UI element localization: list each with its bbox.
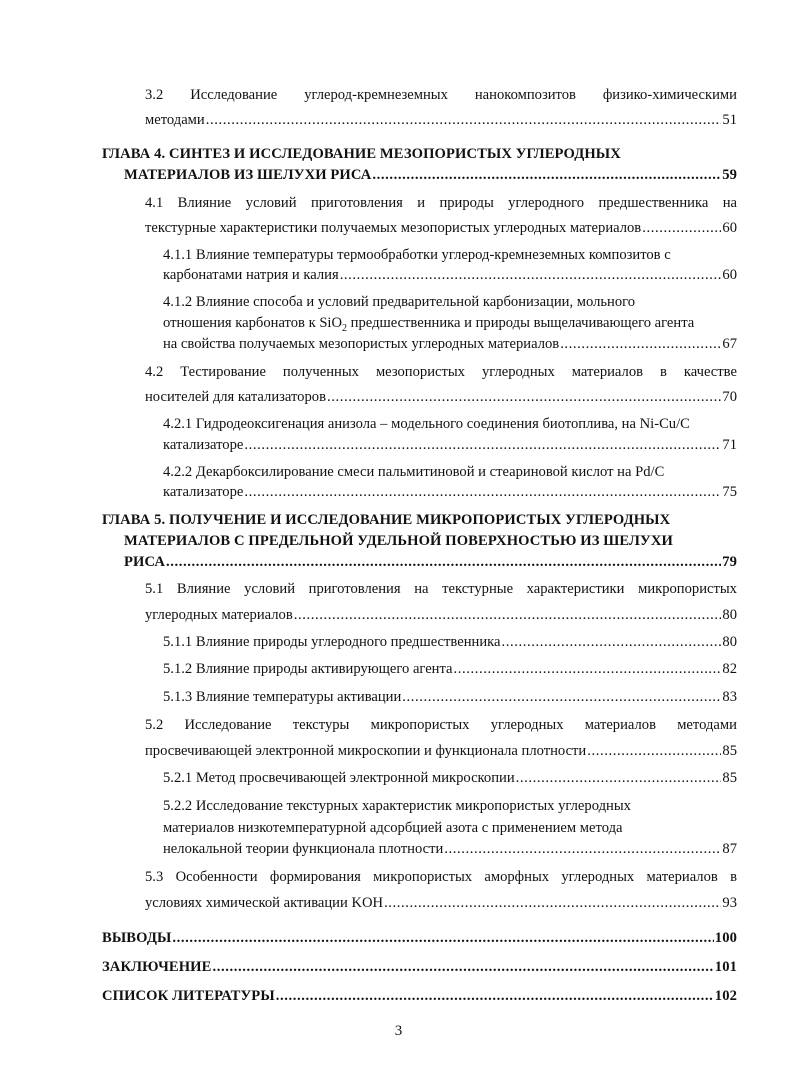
- toc-entry-title: просвечивающей электронной микроскопии и функционала плотности: [145, 743, 587, 759]
- toc-entry-3-2-line1: [145, 86, 737, 104]
- toc-page-number: 71: [722, 437, 737, 453]
- toc-entry-title: 5.2.1 Метод просвечивающей электронной микроскопии: [163, 770, 515, 786]
- word: аморфных: [484, 869, 550, 885]
- toc-entry-3-2-line2: [145, 111, 737, 129]
- dot-leader: [206, 111, 722, 129]
- toc-entry-title: носителей для катализаторов: [145, 389, 326, 405]
- toc-page-number: 82: [722, 661, 737, 677]
- dot-leader: [172, 929, 713, 947]
- dot-leader: [212, 958, 713, 976]
- toc-entry-4-2-1-line1: 4.2.1 Гидродеоксигенация анизола – модельного соединения биотоплива, на Ni-Cu/C: [163, 416, 690, 432]
- dot-leader: [244, 483, 721, 501]
- toc-entry-5-2-line2: [145, 742, 737, 760]
- dot-leader: [444, 840, 721, 858]
- word: Тестирование: [180, 364, 266, 380]
- toc-entry-4-2-1-line2: [163, 436, 737, 454]
- word: 3.2: [145, 87, 164, 103]
- text: предшественника и природы выщелачивающего агента: [347, 315, 695, 331]
- toc-entry-5-3-line2: [145, 894, 737, 912]
- toc-page-number: 80: [722, 607, 737, 623]
- toc-entry-title: углеродных материалов: [145, 607, 293, 623]
- word: углеродных: [481, 364, 555, 380]
- word: полученных: [282, 364, 359, 380]
- word: углеродных: [490, 717, 564, 733]
- word: Влияние: [177, 195, 232, 211]
- toc-entry-title: условиях химической активации KOH: [145, 895, 384, 911]
- toc-entry-5-1-line1: [145, 580, 737, 598]
- word: материалов: [571, 364, 644, 380]
- toc-entry-title: текстурные характеристики получаемых мезопористых углеродных материалов: [145, 220, 642, 236]
- toc-entry-title: ЗАКЛЮЧЕНИЕ: [102, 959, 212, 975]
- toc-entry-5-2-2-line3: [163, 840, 737, 858]
- word: условий: [245, 195, 297, 211]
- word: характеристики: [526, 581, 625, 597]
- word: углеродного: [508, 195, 585, 211]
- toc-entry-title: 5.1.3 Влияние температуры активации: [163, 689, 402, 705]
- word: качестве: [683, 364, 737, 380]
- subscript: 2: [342, 322, 348, 334]
- toc-entry-5-2-2-line1: 5.2.2 Исследование текстурных характеристик микропористых углеродных: [163, 798, 631, 814]
- word: приготовления: [308, 581, 401, 597]
- word: методами: [677, 717, 737, 733]
- dot-leader: [402, 688, 721, 706]
- toc-entry-conclusions: [102, 929, 737, 947]
- word: 5.2: [145, 717, 164, 733]
- word: 4.2: [145, 364, 164, 380]
- toc-page-number: 51: [722, 112, 737, 128]
- word: предшественника: [598, 195, 709, 211]
- toc-entry-4-2-2-line2: [163, 483, 737, 501]
- word: микропористых: [638, 581, 737, 597]
- toc-entry-4-1-1-line2: [163, 266, 737, 284]
- toc-page-number: 101: [714, 959, 737, 975]
- word: на: [722, 195, 737, 211]
- toc-entry-4-1-1-line1: 4.1.1 Влияние температуры термообработки углерод-кремнеземных композитов с: [163, 247, 671, 263]
- word: 5.3: [145, 869, 164, 885]
- toc-entry-title: на свойства получаемых мезопористых углеродных материалов: [163, 336, 560, 352]
- toc-entry-5-2-2-line2: материалов низкотемпературной адсорбцией азота с применением метода: [163, 820, 623, 836]
- word: микропористых: [370, 717, 470, 733]
- word: углеродных: [561, 869, 635, 885]
- word: в: [730, 869, 737, 885]
- word: текстуры: [292, 717, 350, 733]
- word: условий: [244, 581, 296, 597]
- word: текстурные: [442, 581, 514, 597]
- word: микропористых: [373, 869, 473, 885]
- toc-page-number: 85: [722, 770, 737, 786]
- toc-entry-title: карбонатами натрия и калия: [163, 267, 339, 283]
- dot-leader: [384, 894, 721, 912]
- toc-page-number: 100: [714, 930, 737, 946]
- toc-entry-4-2-line1: [145, 363, 737, 381]
- toc-entry-references: [102, 987, 737, 1005]
- dot-leader: [244, 436, 721, 454]
- toc-chapter-5-line2: МАТЕРИАЛОВ С ПРЕДЕЛЬНОЙ УДЕЛЬНОЙ ПОВЕРХНОСТЬЮ ИЗ ШЕЛУХИ: [124, 533, 673, 549]
- dot-leader: [516, 769, 722, 787]
- toc-chapter-5-line3: [124, 553, 737, 571]
- toc-entry-title: МАТЕРИАЛОВ ИЗ ШЕЛУХИ РИСА: [124, 167, 372, 183]
- toc-entry-4-1-2-line3: [163, 335, 737, 353]
- toc-entry-5-2-1: [163, 769, 737, 787]
- toc-entry-5-3-line1: [145, 868, 737, 886]
- toc-entry-4-2-line2: [145, 388, 737, 406]
- toc-page-number: 60: [722, 220, 737, 236]
- toc-entry-5-1-2: [163, 660, 737, 678]
- word: природы: [439, 195, 494, 211]
- toc-entry-title: РИСА: [124, 554, 166, 570]
- toc-entry-title: 5.1.2 Влияние природы активирующего агента: [163, 661, 453, 677]
- dot-leader: [454, 660, 722, 678]
- word: материалов: [584, 717, 656, 733]
- dot-leader: [166, 553, 721, 571]
- toc-entry-title: ВЫВОДЫ: [102, 930, 172, 946]
- dot-leader: [276, 987, 714, 1005]
- word: углерод-кремнеземных: [304, 87, 448, 103]
- word: Особенности: [175, 869, 258, 885]
- toc-page-number: 67: [722, 336, 737, 352]
- dot-leader: [560, 335, 721, 353]
- dot-leader: [501, 633, 721, 651]
- toc-entry-5-2-line1: [145, 716, 737, 734]
- toc-page-number: 75: [722, 484, 737, 500]
- toc-page-number: 102: [714, 988, 737, 1004]
- dot-leader: [372, 166, 721, 184]
- dot-leader: [327, 388, 721, 406]
- word: физико-химическими: [602, 87, 737, 103]
- toc-chapter-4-line1: ГЛАВА 4. СИНТЕЗ И ИССЛЕДОВАНИЕ МЕЗОПОРИСТЫХ УГЛЕРОДНЫХ: [102, 146, 621, 162]
- toc-entry-title: методами: [145, 112, 205, 128]
- word: в: [659, 364, 667, 380]
- word: Исследование: [184, 717, 272, 733]
- dot-leader: [294, 606, 722, 624]
- toc-entry-title: 5.1.1 Влияние природы углеродного предшественника: [163, 634, 501, 650]
- toc-chapter-4-line2: [124, 166, 737, 184]
- toc-entry-4-2-2-line1: 4.2.2 Декарбоксилирование смеси пальмитиновой и стеариновой кислот на Pd/C: [163, 464, 665, 480]
- word: 4.1: [145, 195, 164, 211]
- toc-entry-title: катализаторе: [163, 437, 244, 453]
- word: приготовления: [310, 195, 403, 211]
- toc-entry-5-1-1: [163, 633, 737, 651]
- toc-chapter-5-line1: ГЛАВА 5. ПОЛУЧЕНИЕ И ИССЛЕДОВАНИЕ МИКРОПОРИСТЫХ УГЛЕРОДНЫХ: [102, 512, 671, 528]
- word: 5.1: [145, 581, 164, 597]
- toc-entry-title: катализаторе: [163, 484, 244, 500]
- word: Влияние: [176, 581, 231, 597]
- toc-page-number: 60: [722, 267, 737, 283]
- word: нанокомпозитов: [474, 87, 576, 103]
- toc-page-number: 70: [722, 389, 737, 405]
- toc-entry-5-1-line2: [145, 606, 737, 624]
- toc-entry-4-1-line2: [145, 219, 737, 237]
- word: материалов: [646, 869, 718, 885]
- dot-leader: [587, 742, 721, 760]
- dot-leader: [340, 266, 722, 284]
- word: формирования: [269, 869, 361, 885]
- toc-entry-4-1-2-line1: 4.1.2 Влияние способа и условий предварительной карбонизации, мольного: [163, 294, 636, 310]
- toc-entry-summary: [102, 958, 737, 976]
- toc-page-number: 80: [722, 634, 737, 650]
- toc-page-number: 93: [722, 895, 737, 911]
- word: и: [417, 195, 426, 211]
- toc-page-number: 87: [722, 841, 737, 857]
- word: Исследование: [190, 87, 278, 103]
- text: отношения карбонатов к SiO: [163, 315, 343, 331]
- toc-entry-title: нелокальной теории функционала плотности: [163, 841, 444, 857]
- toc-entry-5-1-3: [163, 688, 737, 706]
- dot-leader: [642, 219, 721, 237]
- word: мезопористых: [375, 364, 465, 380]
- toc-entry-4-1-line1: [145, 194, 737, 212]
- toc-entry-title: СПИСОК ЛИТЕРАТУРЫ: [102, 988, 275, 1004]
- toc-page-number: 85: [722, 743, 737, 759]
- word: на: [414, 581, 429, 597]
- toc-page-number: 83: [722, 689, 737, 705]
- toc-page-number: 59: [722, 167, 737, 183]
- page-number: 3: [394, 1023, 403, 1039]
- toc-page-number: 79: [722, 554, 737, 570]
